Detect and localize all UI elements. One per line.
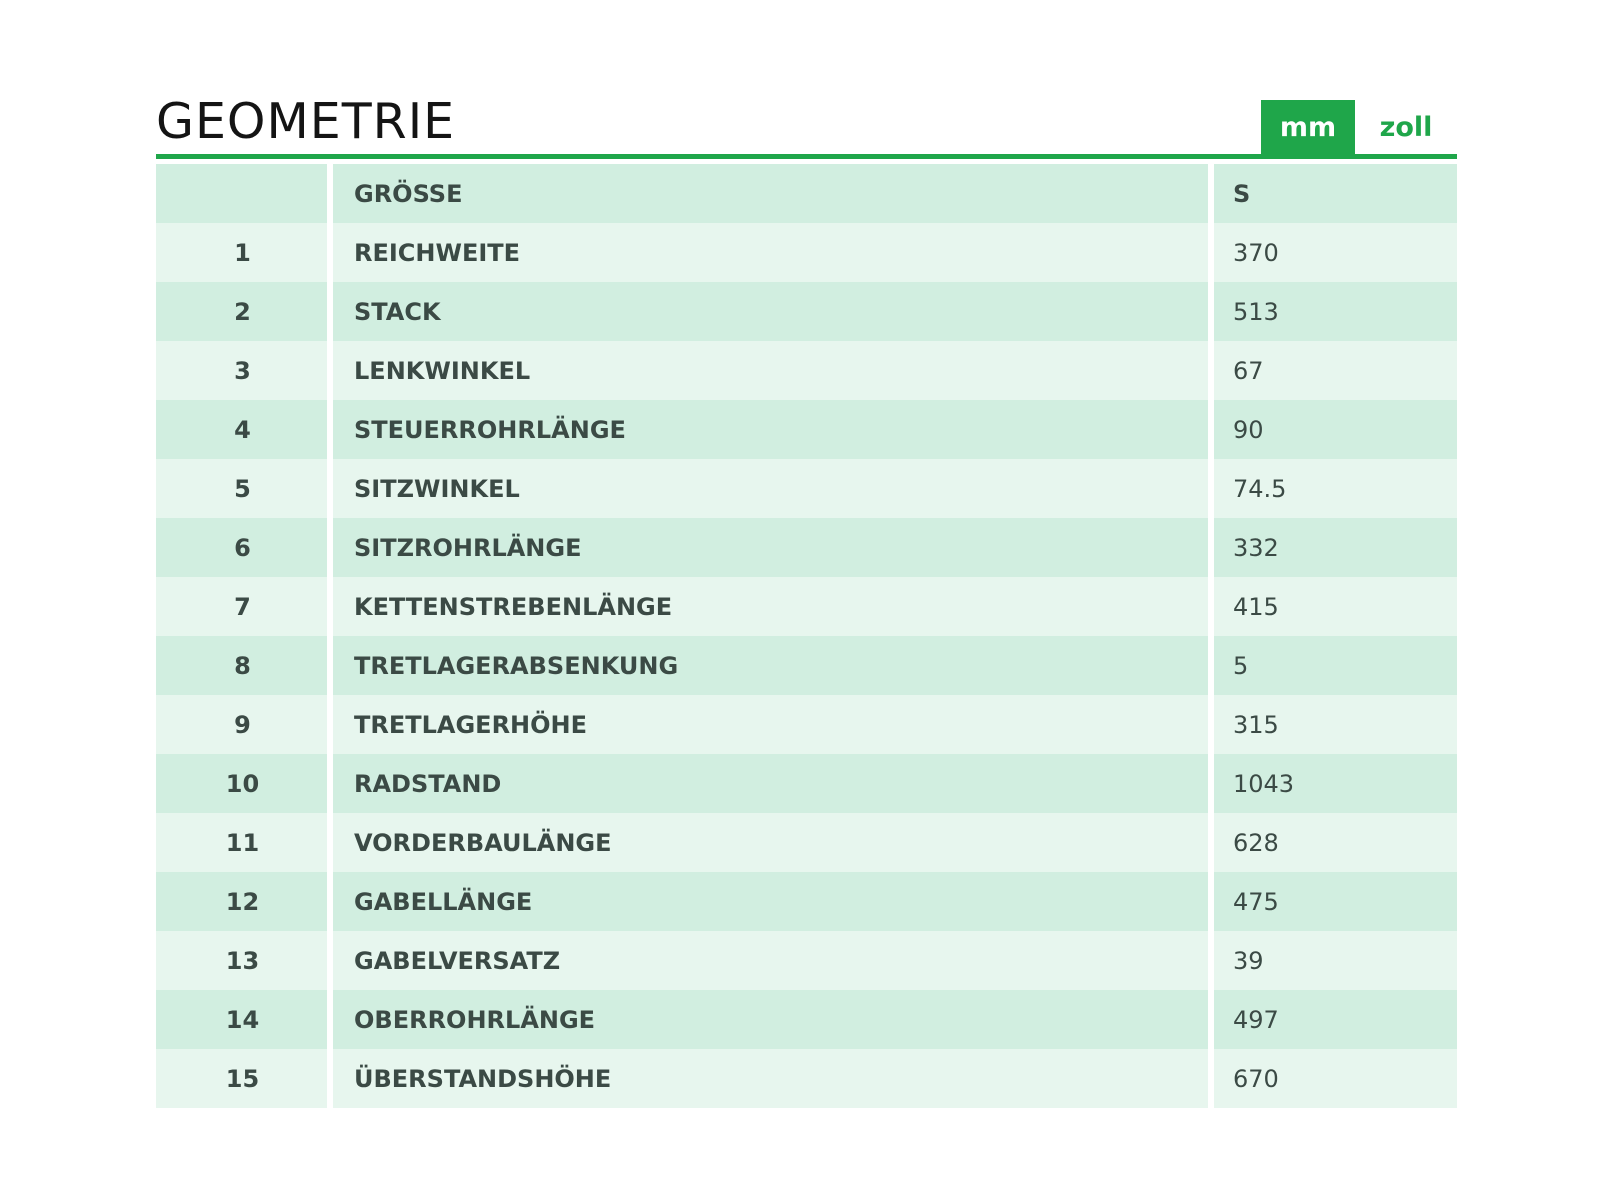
row-number: 3 [156, 341, 327, 400]
page-title: GEOMETRIE [156, 93, 456, 150]
unit-switch [1261, 100, 1457, 154]
row-label: OBERROHRLÄNGE [333, 990, 1208, 1049]
row-number: 13 [156, 931, 327, 990]
row-label: SITZROHRLÄNGE [333, 518, 1208, 577]
row-value: 513 [1214, 282, 1457, 341]
row-number: 9 [156, 695, 327, 754]
row-value: 5 [1214, 636, 1457, 695]
unit-mm-button[interactable]: mm [1261, 100, 1355, 154]
row-number: 10 [156, 754, 327, 813]
row-value: 39 [1214, 931, 1457, 990]
table-row [156, 695, 1457, 754]
row-number: 14 [156, 990, 327, 1049]
row-number: 5 [156, 459, 327, 518]
row-value: 497 [1214, 990, 1457, 1049]
table-row [156, 341, 1457, 400]
row-value: 628 [1214, 813, 1457, 872]
geometry-panel [156, 92, 1457, 1108]
row-value: 74.5 [1214, 459, 1457, 518]
row-value: 67 [1214, 341, 1457, 400]
row-label: SITZWINKEL [333, 459, 1208, 518]
geometry-header [156, 92, 1457, 159]
row-label: KETTENSTREBENLÄNGE [333, 577, 1208, 636]
row-number: 7 [156, 577, 327, 636]
row-label: GABELVERSATZ [333, 931, 1208, 990]
row-number: 12 [156, 872, 327, 931]
row-value: 332 [1214, 518, 1457, 577]
row-value: 475 [1214, 872, 1457, 931]
table-row [156, 459, 1457, 518]
table-row [156, 400, 1457, 459]
table-row [156, 931, 1457, 990]
geometry-table [156, 164, 1457, 1108]
row-label: GABELLÄNGE [333, 872, 1208, 931]
row-label: TRETLAGERHÖHE [333, 695, 1208, 754]
row-label: RADSTAND [333, 754, 1208, 813]
table-row [156, 282, 1457, 341]
row-label: REICHWEITE [333, 223, 1208, 282]
column-header-s: S [1214, 164, 1457, 223]
row-number: 6 [156, 518, 327, 577]
table-row [156, 518, 1457, 577]
table-row [156, 223, 1457, 282]
row-value: 1043 [1214, 754, 1457, 813]
table-row [156, 813, 1457, 872]
row-number: 4 [156, 400, 327, 459]
row-label: LENKWINKEL [333, 341, 1208, 400]
row-value: 315 [1214, 695, 1457, 754]
row-value: 370 [1214, 223, 1457, 282]
row-number: 2 [156, 282, 327, 341]
row-label: STACK [333, 282, 1208, 341]
row-label: VORDERBAULÄNGE [333, 813, 1208, 872]
table-row [156, 577, 1457, 636]
table-header-row [156, 164, 1457, 223]
row-label: ÜBERSTANDSHÖHE [333, 1049, 1208, 1108]
table-row [156, 872, 1457, 931]
unit-zoll-button[interactable]: zoll [1379, 111, 1433, 143]
row-label: STEUERROHRLÄNGE [333, 400, 1208, 459]
row-number: 15 [156, 1049, 327, 1108]
column-header-number [156, 164, 327, 223]
row-number: 1 [156, 223, 327, 282]
row-value: 670 [1214, 1049, 1457, 1108]
table-row [156, 754, 1457, 813]
row-number: 8 [156, 636, 327, 695]
table-row [156, 990, 1457, 1049]
table-row [156, 636, 1457, 695]
table-row [156, 1049, 1457, 1108]
row-value: 415 [1214, 577, 1457, 636]
column-header-size: GRÖSSE [333, 164, 1208, 223]
row-number: 11 [156, 813, 327, 872]
row-label: TRETLAGERABSENKUNG [333, 636, 1208, 695]
row-value: 90 [1214, 400, 1457, 459]
